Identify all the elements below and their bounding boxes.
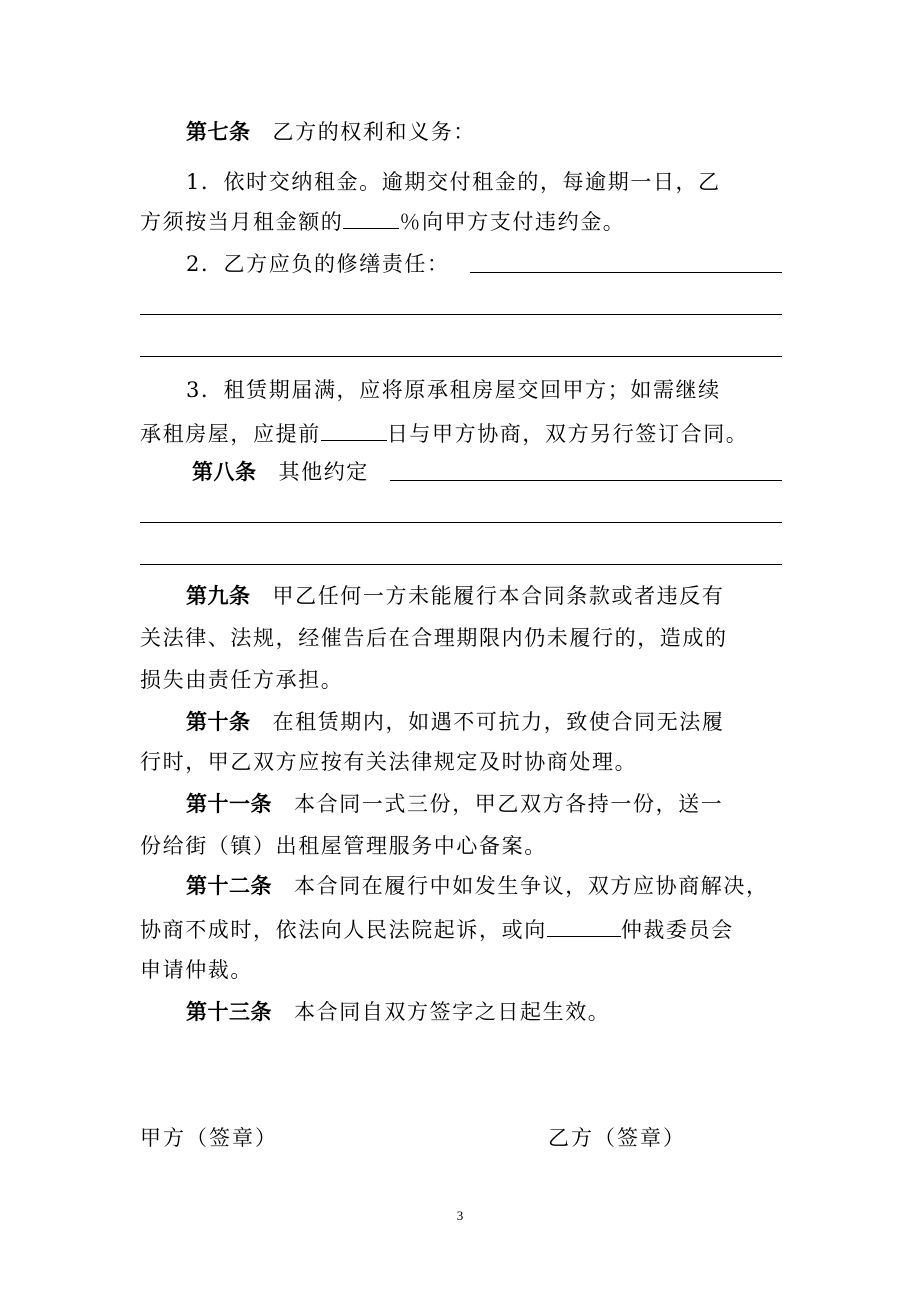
blank-rule xyxy=(140,522,782,523)
article-9-line-1 xyxy=(186,582,782,610)
other-terms-blank xyxy=(390,480,782,481)
text-segment: 本合同在履行中如发生争议，双方应协商解决， xyxy=(294,874,769,898)
blank-rule xyxy=(140,564,782,565)
article-heading: 第八条 xyxy=(192,459,257,484)
text-segment: 在租赁期内，如遇不可抗力，致使合同无法履 xyxy=(272,710,725,734)
article-heading: 第十条 xyxy=(186,709,251,734)
repair-responsibility-blank xyxy=(470,272,782,273)
article-7-item-2-line xyxy=(186,250,782,278)
blank-rule xyxy=(140,356,782,357)
article-7-item-1-line-2 xyxy=(140,206,782,236)
article-10-line-1 xyxy=(186,708,782,736)
article-heading: 第十一条 xyxy=(186,791,272,816)
article-9-line-3: 损失由责任方承担。 xyxy=(140,668,344,692)
text-segment: 2．乙方应负的修缮责任： xyxy=(186,252,450,276)
party-b-signature-label: 乙方（签章） xyxy=(548,1126,686,1150)
blank-rule xyxy=(140,314,782,315)
text-segment: 方须按当月租金额的 xyxy=(140,210,344,234)
article-7-item-1-line-1: 1．依时交纳租金。逾期交付租金的，每逾期一日，乙 xyxy=(186,170,721,194)
article-7-item-3-line-1: 3．租赁期届满，应将原承租房屋交回甲方；如需继续 xyxy=(186,378,721,402)
party-a-signature-label: 甲方（签章） xyxy=(140,1126,278,1150)
article-9-line-2: 关法律、法规，经催告后在合理期限内仍未履行的，造成的 xyxy=(140,626,728,650)
article-heading: 第十三条 xyxy=(186,999,272,1024)
article-12-line-3: 申请仲裁。 xyxy=(140,958,253,982)
text-segment: ％向甲方支付违约金。 xyxy=(399,210,626,234)
article-7-item-3-line-2 xyxy=(140,418,782,448)
article-10-line-2: 行时，甲乙双方应按有关法律规定及时协商处理。 xyxy=(140,750,638,774)
article-13-line-1 xyxy=(186,998,782,1026)
article-heading: 第十二条 xyxy=(186,873,272,898)
page-number: 3 xyxy=(456,1208,464,1223)
article-title: 其他约定 xyxy=(278,460,369,484)
text-segment: 甲乙任何一方未能履行本合同条款或者违反有 xyxy=(272,584,725,608)
notice-days-blank xyxy=(321,418,387,441)
arbitration-commission-blank xyxy=(547,914,621,937)
text-segment: 本合同自双方签字之日起生效。 xyxy=(294,1000,611,1024)
article-heading: 第九条 xyxy=(186,583,251,608)
article-12-line-1 xyxy=(186,872,782,900)
article-12-line-2 xyxy=(140,914,782,944)
article-8-heading-line xyxy=(192,458,782,486)
text-segment: 日与甲方协商，双方另行签订合同。 xyxy=(386,422,749,446)
article-11-line-2: 份给街（镇）出租屋管理服务中心备案。 xyxy=(140,834,547,858)
text-segment: 承租房屋，应提前 xyxy=(140,422,321,446)
article-11-line-1 xyxy=(186,790,782,818)
article-heading: 第七条 xyxy=(186,119,251,144)
article-title: 乙方的权利和义务： xyxy=(272,120,476,144)
text-segment: 协商不成时，依法向人民法院起诉，或向 xyxy=(140,918,547,942)
penalty-rate-blank xyxy=(343,206,399,229)
text-segment: 本合同一式三份，甲乙双方各持一份，送一 xyxy=(294,792,724,816)
text-segment: 仲裁委员会 xyxy=(620,918,734,942)
article-7-heading-line xyxy=(186,118,782,146)
